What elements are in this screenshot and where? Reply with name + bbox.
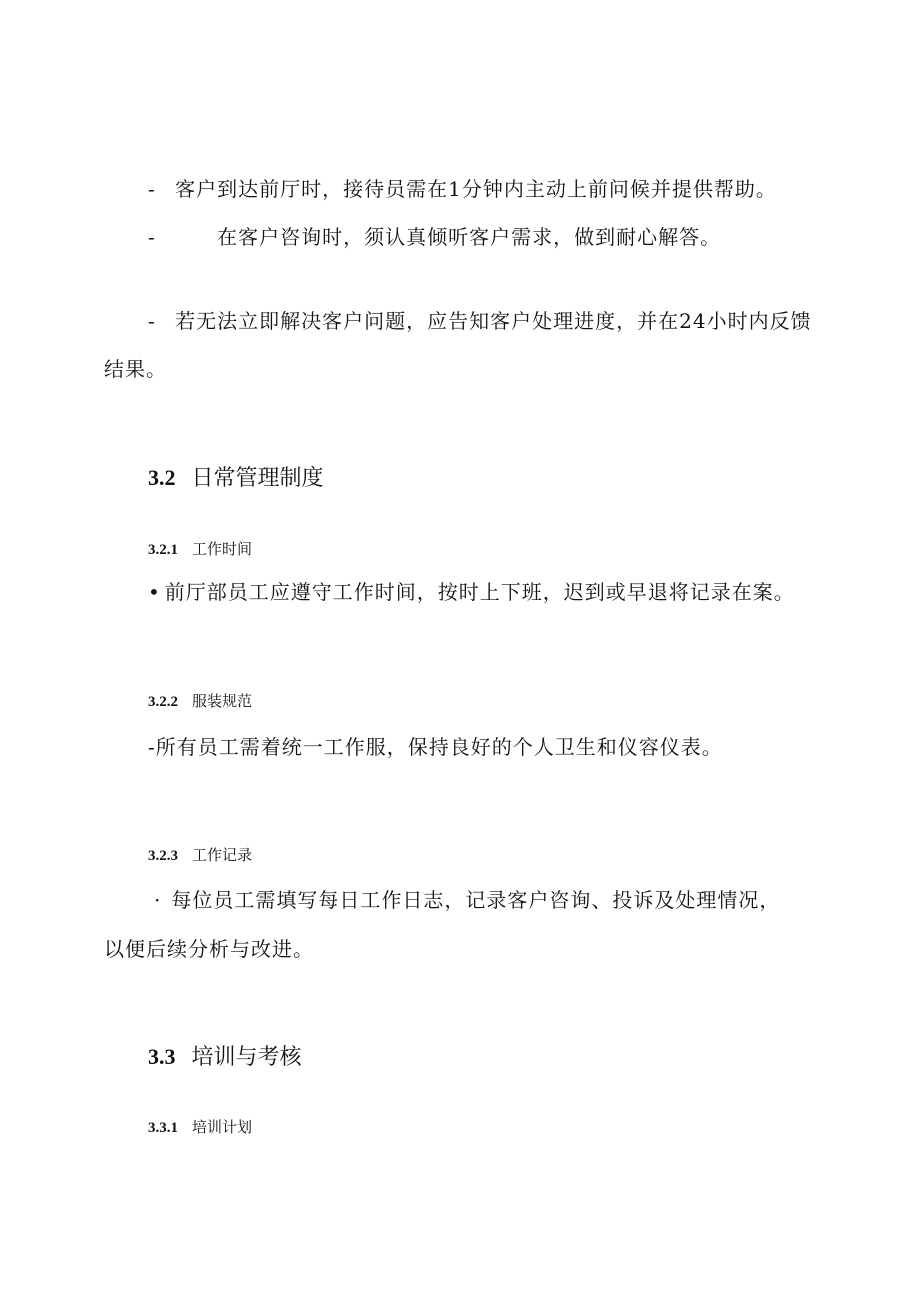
list-item bbox=[148, 309, 812, 333]
paragraph bbox=[154, 888, 780, 912]
section-title: 日常管理制度 bbox=[191, 466, 324, 491]
section-heading bbox=[148, 1044, 302, 1071]
paragraph-text: 所有员工需着统一工作服，保持良好的个人卫生和仪容仪表。 bbox=[155, 735, 723, 759]
subsection-title: 培训计划 bbox=[192, 1118, 253, 1136]
subsection-number: 3.3.1 bbox=[148, 1120, 178, 1136]
paragraph bbox=[148, 580, 795, 604]
list-bullet: - bbox=[148, 309, 156, 333]
list-bullet: • bbox=[148, 580, 161, 604]
subsection-number: 3.2.2 bbox=[148, 694, 178, 710]
section-heading bbox=[148, 465, 324, 492]
section-number: 3.3 bbox=[148, 1044, 176, 1069]
subsection-heading bbox=[148, 540, 252, 559]
paragraph-continuation: 以便后续分析与改进。 bbox=[104, 937, 314, 961]
subsection-heading bbox=[148, 846, 252, 865]
paragraph-text: 前厅部员工应遵守工作时间，按时上下班，迟到或早退将记录在案。 bbox=[164, 580, 795, 604]
list-item bbox=[148, 225, 721, 249]
subsection-heading bbox=[148, 692, 252, 711]
subsection-title: 工作时间 bbox=[192, 540, 253, 558]
list-bullet: · bbox=[154, 888, 162, 912]
list-item bbox=[148, 177, 777, 201]
section-number: 3.2 bbox=[148, 465, 176, 490]
list-bullet: - bbox=[148, 177, 156, 201]
list-item-text: 客户到达前厅时，接待员需在1分钟内主动上前问候并提供帮助。 bbox=[175, 177, 777, 201]
paragraph-text: 每位员工需填写每日工作日志，记录客户咨询、投诉及处理情况， bbox=[171, 888, 781, 912]
subsection-heading bbox=[148, 1118, 252, 1137]
subsection-number: 3.2.3 bbox=[148, 848, 178, 864]
subsection-title: 工作记录 bbox=[192, 846, 253, 864]
list-bullet: - bbox=[148, 735, 156, 759]
list-item-text: 在客户咨询时，须认真倾听客户需求，做到耐心解答。 bbox=[217, 225, 722, 249]
paragraph bbox=[148, 735, 723, 759]
section-title: 培训与考核 bbox=[191, 1045, 302, 1070]
list-bullet: - bbox=[148, 225, 156, 249]
list-item-text: 若无法立即解决客户问题，应告知客户处理进度，并在24小时内反馈 bbox=[175, 309, 812, 333]
subsection-number: 3.2.1 bbox=[148, 542, 178, 558]
subsection-title: 服装规范 bbox=[192, 692, 253, 710]
list-item-continuation: 结果。 bbox=[104, 357, 167, 381]
